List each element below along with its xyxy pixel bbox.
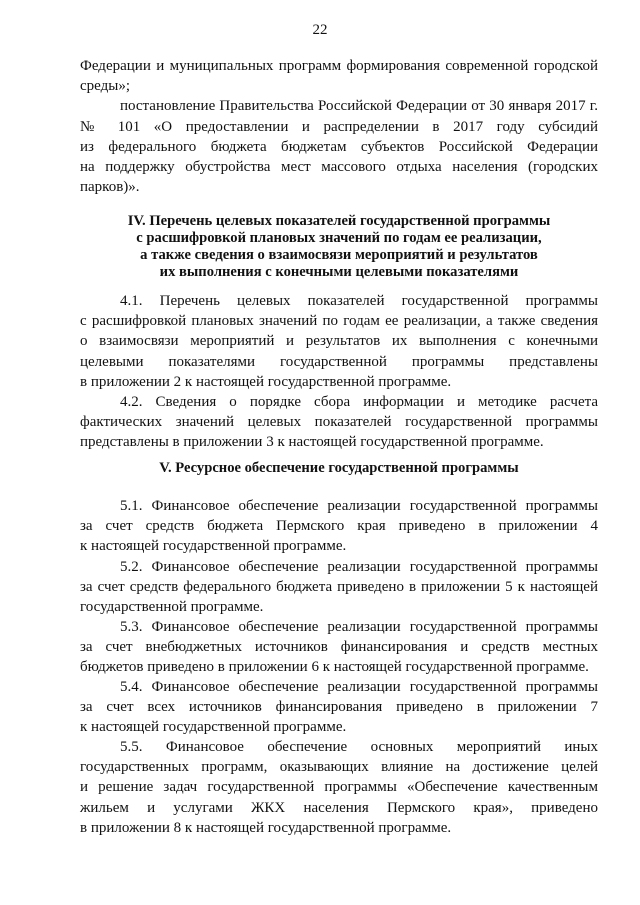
section-5-paragraph-2	[80, 557, 598, 618]
text-line: с расшифровкой плановых значений по годам ее реализации, а также сведения	[80, 313, 598, 330]
text-line: 5.5. Финансовое обеспечение основных мероприятий иных	[120, 739, 598, 755]
section-4-heading	[80, 213, 598, 281]
text-line: 4.2. Сведения о порядке сбора информации и методике расчета	[120, 394, 598, 410]
section-4-paragraph-1	[80, 291, 598, 392]
text-line: из федерального бюджета бюджетам субъектов Российской Федерации	[80, 138, 598, 155]
text-line: за счет внебюджетных источников финансирования и средств местных	[80, 639, 598, 656]
text-line: 4.1. Перечень целевых показателей государственной программы	[120, 293, 598, 309]
text-line: целевыми показателями государственной программы представлены	[80, 353, 598, 370]
text-line: за счет средств бюджета Пермского края приведено в приложении 4	[80, 518, 598, 535]
text-line: фактических значений целевых показателей государственной программы	[80, 414, 598, 431]
text-line: 5.3. Финансовое обеспечение реализации государственной программы	[120, 619, 598, 635]
heading-line: IV. Перечень целевых показателей государственной программы	[127, 213, 551, 229]
section-5-heading	[80, 460, 598, 477]
text-line: № 101 «О предоставлении и распределении в 2017 году субсидий	[80, 118, 598, 135]
intro-text	[80, 56, 598, 197]
text-line: за счет всех источников финансирования приведено в приложении 7	[80, 699, 598, 716]
section-5-paragraph-3	[80, 617, 598, 678]
text-line: государственной программе.	[80, 599, 264, 616]
page-number: 22	[312, 22, 328, 38]
text-line: бюджетов приведено в приложении 6 к настоящей государственной программе.	[80, 659, 589, 676]
text-line: 5.1. Финансовое обеспечение реализации государственной программы	[120, 498, 598, 514]
section-5-paragraph-5	[80, 737, 598, 838]
section-5-paragraph-1	[80, 496, 598, 557]
text-line: представлены в приложении 3 к настоящей государственной программе.	[80, 434, 544, 451]
text-line: Федерации и муниципальных программ формирования современной городской	[80, 58, 598, 74]
text-line: к настоящей государственной программе.	[80, 719, 347, 736]
text-line: постановление Правительства Российской Федерации от 30 января 2017 г.	[120, 98, 598, 115]
text-line: 5.2. Финансовое обеспечение реализации государственной программы	[120, 559, 598, 575]
heading-line: с расшифровкой плановых значений по годам ее реализации,	[136, 230, 542, 246]
text-line: парков)».	[80, 179, 140, 196]
section-5-paragraph-4	[80, 677, 598, 738]
text-line: жильем и услугами ЖКХ населения Пермского края», приведено	[80, 799, 598, 816]
text-line: к настоящей государственной программе.	[80, 538, 347, 555]
text-line: в приложении 2 к настоящей государственной программе.	[80, 373, 452, 390]
text-line: и решение задач государственной программы «Обеспечение качественным	[80, 779, 598, 796]
text-line: в приложении 8 к настоящей государственной программе.	[80, 819, 452, 836]
text-line: среды»;	[80, 78, 130, 95]
text-line: о взаимосвязи мероприятий и результатов их выполнения с конечными	[80, 333, 598, 350]
section-4-paragraph-2	[80, 392, 598, 453]
heading-line: а также сведения о взаимосвязи мероприятий и результатов	[140, 247, 538, 263]
heading-line: V. Ресурсное обеспечение государственной программы	[159, 460, 519, 476]
text-line: государственных программ, оказывающих влияние на достижение целей	[80, 759, 598, 776]
text-line: 5.4. Финансовое обеспечение реализации государственной программы	[120, 679, 598, 695]
heading-line: их выполнения с конечными целевыми показателями	[159, 264, 519, 280]
text-line: на поддержку обустройства мест массового отдыха населения (городских	[80, 158, 598, 175]
text-line: за счет средств федерального бюджета приведено в приложении 5 к настоящей	[80, 579, 598, 596]
